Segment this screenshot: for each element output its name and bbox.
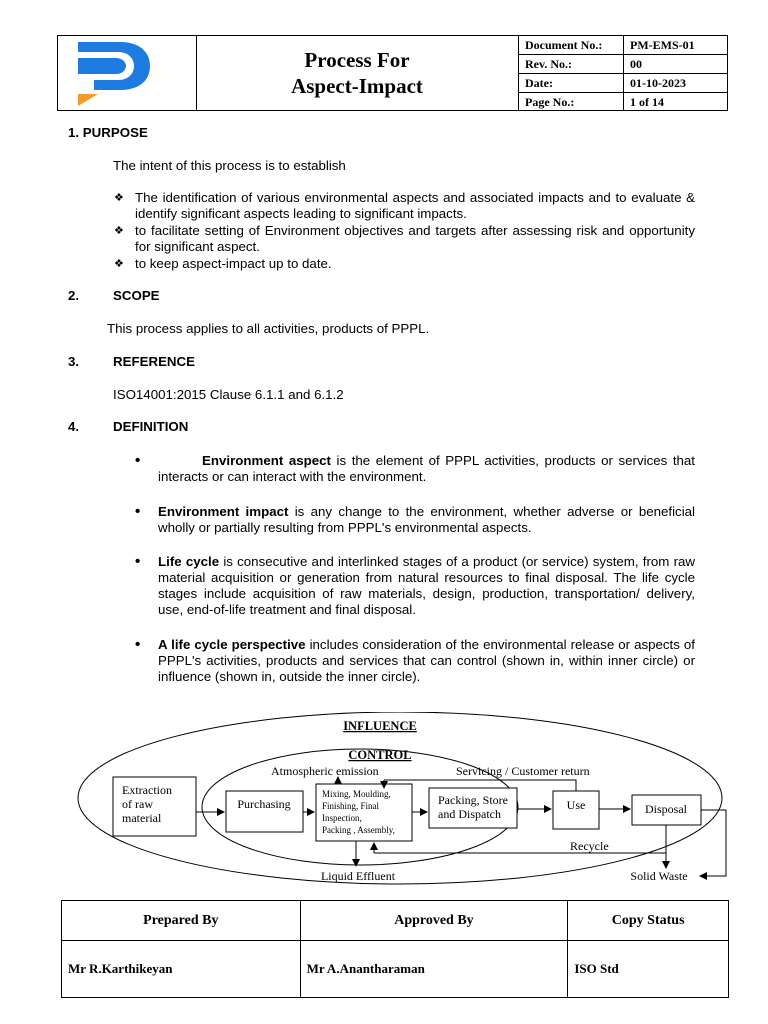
prepared-by-value: Mr R.Karthikeyan	[62, 941, 301, 998]
recycle-line	[374, 825, 666, 853]
prepared-by-header: Prepared By	[62, 901, 301, 941]
diamond-bullet-icon: ❖	[114, 258, 124, 270]
control-label: CONTROL	[348, 748, 412, 762]
meta-value: 00	[624, 55, 728, 74]
document-header	[57, 35, 728, 111]
servicing-label: Servicing / Customer return	[456, 764, 590, 778]
purchasing-label: Purchasing	[237, 797, 291, 811]
logo-icon	[58, 36, 196, 110]
definition-term: A life cycle perspective	[158, 637, 306, 652]
manufacturing-line: Finishing, Final	[322, 801, 380, 811]
purpose-intro: The intent of this process is to establish	[113, 158, 346, 173]
title-line-1: Process For	[304, 48, 410, 72]
use-label: Use	[566, 798, 586, 812]
scope-heading: SCOPE	[113, 288, 160, 303]
meta-label: Rev. No.:	[519, 55, 624, 74]
meta-value: 1 of 14	[624, 93, 728, 112]
definition-term: Environment aspect	[202, 453, 331, 468]
diamond-bullet-icon: ❖	[114, 192, 124, 204]
extraction-line: Extraction	[122, 783, 172, 797]
life-cycle-diagram	[70, 712, 730, 892]
definition-term: Life cycle	[158, 554, 220, 569]
title-line-2: Aspect-Impact	[291, 74, 423, 98]
definition-text: includes consideration of the environmental release or aspects of PPPL's activities, products and services that can control (shown in, within inner circle) or influence (shown in, outside the inner circle).	[158, 637, 696, 684]
definition-item	[158, 554, 695, 618]
definition-heading: DEFINITION	[113, 419, 189, 434]
influence-label: INFLUENCE	[343, 719, 417, 733]
manufacturing-line: Packing , Assembly,	[322, 825, 395, 835]
approved-by-header: Approved By	[300, 901, 568, 941]
bullet-dot-icon: •	[135, 553, 141, 570]
extraction-line: of raw	[122, 797, 153, 811]
definition-item	[158, 504, 695, 536]
definition-term: Environment impact	[158, 504, 289, 519]
scope-number: 2.	[68, 288, 80, 303]
scope-text: This process applies to all activities, products of PPPL.	[107, 321, 430, 336]
bullet-dot-icon: •	[135, 503, 141, 520]
diamond-bullet-icon: ❖	[114, 225, 124, 237]
purpose-bullet: to keep aspect-impact up to date.	[135, 256, 332, 271]
liquid-effluent-label: Liquid Effluent	[320, 869, 396, 883]
approval-table	[61, 900, 729, 998]
definition-text: is the element of PPPL activities, products or services that interacts or can interact with the environment.	[158, 453, 696, 484]
reference-text: ISO14001:2015 Clause 6.1.1 and 6.1.2	[113, 387, 344, 402]
purpose-bullet: to facilitate setting of Environment objectives and targets after assessing risk and opportunity for significant aspect.	[135, 223, 695, 254]
bullet-dot-icon: •	[135, 636, 141, 653]
manufacturing-line: Inspection,	[322, 813, 362, 823]
recycle-label: Recycle	[570, 839, 609, 853]
meta-label: Page No.:	[519, 93, 624, 112]
copy-status-header: Copy Status	[568, 901, 729, 941]
solid-waste-label: Solid Waste	[630, 869, 688, 883]
packing-line: Packing, Store	[438, 793, 508, 807]
company-logo	[58, 36, 197, 110]
manufacturing-line: Mixing, Moulding,	[322, 789, 391, 799]
meta-label: Date:	[519, 74, 624, 93]
purpose-bullet: The identification of various environmental aspects and associated impacts and to evaluate & identify significant aspects leading to significant impacts.	[135, 190, 695, 221]
extraction-line: material	[122, 811, 162, 825]
reference-heading: REFERENCE	[113, 354, 196, 369]
solid-waste-return-arrow	[700, 810, 726, 876]
meta-value: PM-EMS-01	[624, 36, 728, 55]
reference-number: 3.	[68, 354, 80, 369]
bullet-dot-icon: •	[135, 452, 141, 469]
meta-value: 01-10-2023	[624, 74, 728, 93]
definition-item	[158, 637, 695, 685]
definition-text: is any change to the environment, whether adverse or beneficial wholly or partially resulting from PPPL's environmental aspects.	[158, 504, 695, 535]
purpose-heading: 1. PURPOSE	[68, 125, 148, 140]
meta-label: Document No.:	[519, 36, 624, 55]
copy-status-value: ISO Std	[568, 941, 729, 998]
disposal-label: Disposal	[645, 802, 687, 816]
packing-line: and Dispatch	[438, 807, 501, 821]
document-meta-table	[519, 36, 727, 111]
definition-text: is consecutive and interlinked stages of a product (or service) system, from raw material acquisition or generation from natural resources to final disposal. The life cycle stages include acquisition of raw materials, design, production, transportation/ delivery, use, end-of-life treatment and final disposal.	[158, 554, 696, 617]
definition-number: 4.	[68, 419, 80, 434]
definition-item	[158, 453, 695, 485]
approved-by-value: Mr A.Anantharaman	[300, 941, 568, 998]
atmospheric-emission-label: Atmospheric emission	[271, 764, 379, 778]
document-title	[196, 36, 519, 110]
